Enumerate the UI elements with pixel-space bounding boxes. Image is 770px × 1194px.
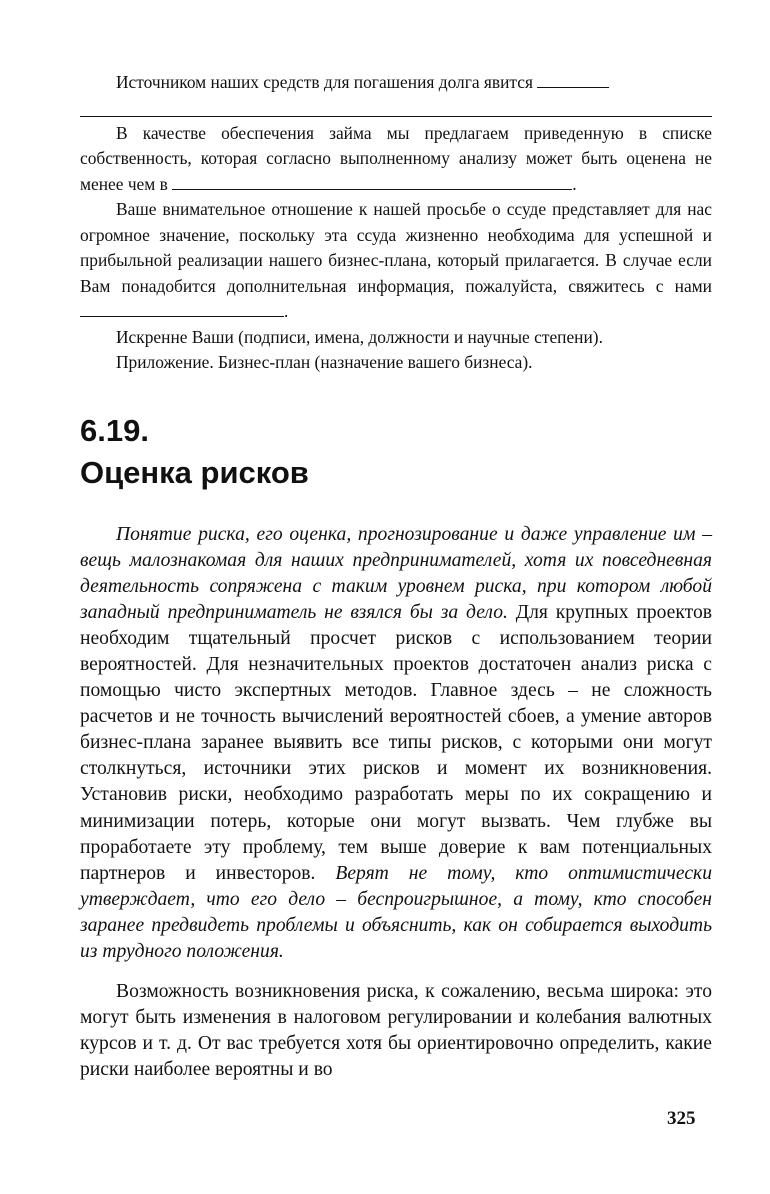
- fill-in-line: [80, 96, 712, 117]
- section-title: Оценка рисков: [80, 454, 309, 490]
- collateral-paragraph: В качестве обеспечения займа мы предлагаем приведенную в списке собственность, которая согласно выполненному анализу может быть оценена не менее чем в .: [80, 122, 712, 194]
- body-paragraph: [80, 522, 712, 966]
- funding-source-line: [80, 70, 712, 96]
- fill-in-blank: [537, 72, 609, 88]
- paragraph-text: Для крупных проектов необходим тщательный просчет рисков с использованием теории вероятностей. Для незначительных проектов достаточен анализ риска с помощью чисто экспертных методов. Главное здесь – не сложность расчетов и не точность вычислений вероятностей сбоев, а умение авторов бизнес-плана заранее выявить все типы рисков, с которыми они могут столкнуться, источники этих рисков и момент их возникновения. Установив риски, необходимо разработать меры по их сокращению и минимизации потерь, которые они могут вызвать. Чем глубже вы проработаете эту проблему, тем выше доверие к вам потенциальных партнеров и инвесторов.: [80, 601, 712, 884]
- book-page: [80, 70, 712, 1083]
- page-number: 325: [667, 1108, 696, 1129]
- collateral-text: В качестве обеспечения займа мы предлагаем приведенную в списке собственность, которая согласно выполненному анализу может быть оценена не менее чем в: [80, 122, 712, 194]
- fill-in-blank: [80, 301, 284, 317]
- funding-source-text: Источником наших средств для погашения долга явится: [116, 72, 533, 92]
- signature-line: Искренне Ваши (подписи, имена, должности и научные степени).: [116, 326, 603, 347]
- section-number: 6.19.: [80, 412, 149, 448]
- request-text: Ваше внимательное отношение к нашей просьбе о ссуде представляет для нас огромное значение, поскольку эта ссуда жизненно необходима для успешной и прибыльной реализации нашего бизнес-плана, который прилагается. В случае если Вам понадобится дополнительная информация, пожалуйста, свяжитесь с нами: [80, 199, 712, 296]
- fill-in-blank: [172, 174, 572, 190]
- request-paragraph: Ваше внимательное отношение к нашей просьбе о ссуде представляет для нас огромное значение, поскольку эта ссуда жизненно необходима для успешной и прибыльной реализации нашего бизнес-плана, который прилагается. В случае если Вам понадобится дополнительная информация, пожалуйста, свяжитесь с нами .: [80, 199, 712, 321]
- italic-conclusion: Верят не тому, кто оптимистически утверждает, что его дело – беспроигрышное, а тому, кто способен заранее предвидеть проблемы и объяснить, как он собирается выходить из трудного положения.: [80, 862, 712, 962]
- body-paragraph: Возможность возникновения риска, к сожалению, весьма широка: это могут быть изменения в налоговом регулировании и колебания валютных курсов и т. д. От вас требуется хотя бы ориентировочно определить, какие риски наиболее вероятны и во: [80, 981, 712, 1081]
- section-body: [80, 522, 712, 1084]
- loan-letter-template: [80, 70, 712, 376]
- italic-intro: Понятие риска, его оценка, прогнозирование и даже управление им – вещь малознакомая для наших предпринимателей, хотя их повседневная деятельность сопряжена с таким уровнем риска, при котором любой западный предприниматель не взялся бы за дело.: [80, 523, 712, 623]
- appendix-line: Приложение. Бизнес-план (назначение вашего бизнеса).: [116, 352, 533, 372]
